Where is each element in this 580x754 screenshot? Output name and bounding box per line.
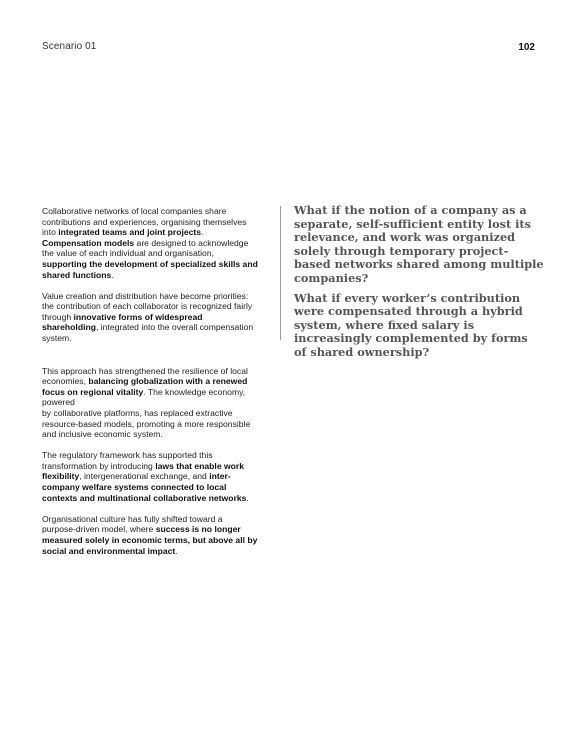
question-1: What if the notion of a company as a separate, self-sufficient entity lost its relevance, and work was organized solely through temporary project-based networks shared among multiple companies? xyxy=(294,203,544,285)
questions-column xyxy=(294,204,544,366)
column-divider xyxy=(280,206,281,340)
body-text-column xyxy=(42,206,258,567)
question-2: What if every worker’s contribution were compensated through a hybrid system, where fixed salary is increasingly complemented by forms of shared ownership? xyxy=(294,290,528,359)
body-paragraph-4: The regulatory framework has supported this transformation by introducing laws that enable work flexibility, intergenerational exchange, and inter-company welfare systems connected to local contexts and multinational collaborative networks. xyxy=(42,450,249,503)
page-number: 102 xyxy=(518,42,535,53)
body-paragraph-2: Value creation and distribution have become priorities: the contribution of each collaborator is recognized fairly through innovative forms of widespread shareholding, integrated into the overall compensation system. xyxy=(42,290,254,344)
section-label: Scenario 01 xyxy=(42,41,97,52)
body-paragraph-5: Organisational culture has fully shifted toward a purpose-driven model, where success is no longer measured solely in economic terms, but above all by social and environmental impact. xyxy=(42,513,258,556)
body-paragraph-1: Collaborative networks of local companies share contributions and experiences, organising themselves into integrated teams and joint projects. Compensation models are designed to acknowledge the value of each individual and organisation, supporting the development of specialized skills and shared functions. xyxy=(42,206,258,280)
body-paragraph-3: This approach has strengthened the resilience of local economies, balancing globalization with a renewed focus on regional vitality. The knowledge economy, powered by collaborative platforms, has replaced extractive resource-based models, promoting a more responsible and inclusive economic system. xyxy=(42,365,251,440)
